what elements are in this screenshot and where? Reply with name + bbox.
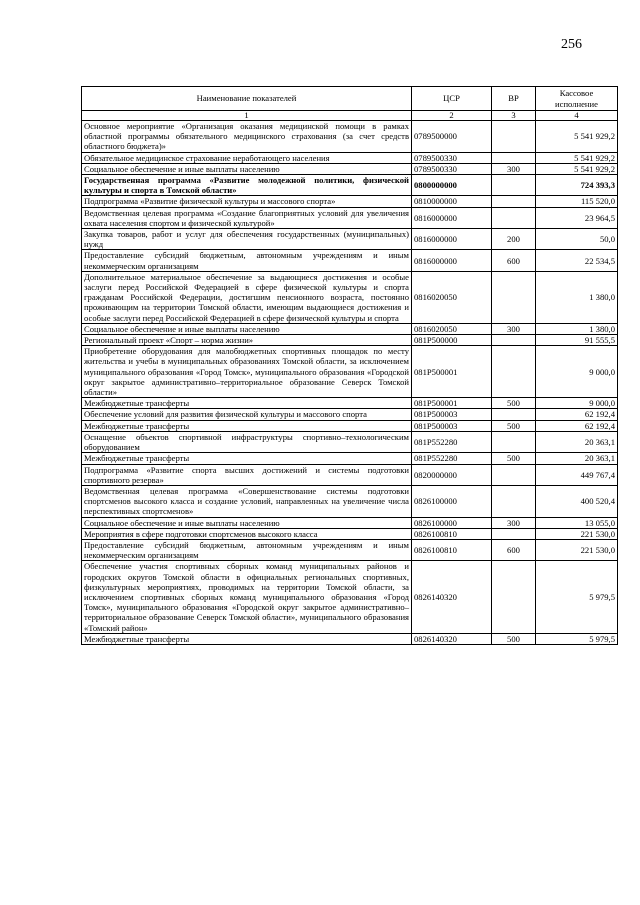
row-name: Социальное обеспечение и иные выплаты населению — [82, 517, 412, 528]
row-name: Социальное обеспечение и иные выплаты населению — [82, 323, 412, 334]
row-vr — [492, 485, 536, 517]
table-row — [82, 250, 618, 271]
row-name: Дополнительное материальное обеспечение за выдающиеся достижения и особые заслуги перед Российской Федерацией в сфере физической культуры и спорта гражданам Российской Федерации, достигшим пенсионного возраста, постоянно проживающим на территории Томской области, имеющим выдающиеся достижения и особые заслуги перед Российской Федерацией в сфере физической культуры и спорта — [82, 271, 412, 323]
header-sum: Кассовое исполнение — [536, 87, 618, 111]
row-csr: 081P500000 — [412, 335, 492, 346]
row-vr: 500 — [492, 398, 536, 409]
row-vr — [492, 528, 536, 539]
row-csr: 0820000000 — [412, 464, 492, 485]
row-name: Межбюджетные трансферты — [82, 420, 412, 431]
row-name: Предоставление субсидий бюджетным, автономным учреждениям и иным некоммерческим организациям — [82, 250, 412, 271]
row-name: Государственная программа «Развитие молодежной политики, физической культуры и спорта в Томской области» — [82, 175, 412, 196]
row-csr: 0826100000 — [412, 485, 492, 517]
row-csr: 0816000000 — [412, 207, 492, 228]
row-csr: 0789500330 — [412, 152, 492, 163]
row-sum: 20 363,1 — [536, 431, 618, 452]
table-body — [82, 121, 618, 645]
row-name: Обязательное медицинское страхование неработающего населения — [82, 152, 412, 163]
table-row — [82, 196, 618, 207]
row-vr — [492, 196, 536, 207]
row-csr: 081P552280 — [412, 453, 492, 464]
column-number-row — [82, 111, 618, 121]
row-csr: 0816000000 — [412, 250, 492, 271]
row-sum: 23 964,5 — [536, 207, 618, 228]
row-csr: 0789500330 — [412, 163, 492, 174]
page-number: 256 — [561, 37, 582, 52]
row-name: Подпрограмма «Развитие спорта высших достижений и системы подготовки спортивного резерва» — [82, 464, 412, 485]
header-vr: ВР — [492, 87, 536, 111]
row-name: Мероприятия в сфере подготовки спортсменов высокого класса — [82, 528, 412, 539]
row-name: Ведомственная целевая программа «Совершенствование системы подготовки спортсменов высокого класса и создание условий, направленных на увеличение числа перспективных спортсменов» — [82, 485, 412, 517]
header-csr: ЦСР — [412, 87, 492, 111]
row-name: Обеспечение условий для развития физической культуры и массового спорта — [82, 409, 412, 420]
row-sum: 9 000,0 — [536, 346, 618, 398]
row-name: Предоставление субсидий бюджетным, автономным учреждениям и иным некоммерческим организациям — [82, 539, 412, 560]
row-vr — [492, 152, 536, 163]
row-vr — [492, 561, 536, 633]
row-sum: 449 767,4 — [536, 464, 618, 485]
table-row — [82, 271, 618, 323]
table-row — [82, 152, 618, 163]
row-name: Основное мероприятие «Организация оказания медицинской помощи в рамках областной программы обязательного медицинского страхования (за счет средств областного бюджета)» — [82, 121, 412, 153]
row-sum: 115 520,0 — [536, 196, 618, 207]
table-row — [82, 517, 618, 528]
row-csr: 0800000000 — [412, 175, 492, 196]
row-vr: 300 — [492, 323, 536, 334]
table-row — [82, 431, 618, 452]
row-csr: 0826140320 — [412, 561, 492, 633]
row-vr: 200 — [492, 229, 536, 250]
table-row — [82, 229, 618, 250]
row-csr: 081P500001 — [412, 398, 492, 409]
row-csr: 0826140320 — [412, 633, 492, 644]
row-sum: 62 192,4 — [536, 409, 618, 420]
table-row — [82, 335, 618, 346]
table-row — [82, 464, 618, 485]
row-sum: 91 555,5 — [536, 335, 618, 346]
table-row — [82, 163, 618, 174]
row-sum: 5 979,5 — [536, 561, 618, 633]
row-sum: 5 541 929,2 — [536, 121, 618, 153]
row-name: Обеспечение участия спортивных сборных команд муниципальных районов и городских округов Томской области в официальных региональных спортивных, физкультурных мероприятиях, проводимых на территории Томской области, за исключением спортивных сборных команд муниципального образования «Город Томск», муниципального образования «Городской округ закрытое административно–территориальное образование Северск Томской области», муниципального образования «Томский район» — [82, 561, 412, 633]
row-vr — [492, 409, 536, 420]
row-sum: 5 979,5 — [536, 633, 618, 644]
row-csr: 0826100000 — [412, 517, 492, 528]
row-sum: 13 055,0 — [536, 517, 618, 528]
row-vr: 500 — [492, 453, 536, 464]
row-sum: 1 380,0 — [536, 271, 618, 323]
table-row — [82, 420, 618, 431]
table-header-row — [82, 87, 618, 111]
row-name: Межбюджетные трансферты — [82, 633, 412, 644]
header-name: Наименование показателей — [82, 87, 412, 111]
row-name: Межбюджетные трансферты — [82, 453, 412, 464]
row-sum: 221 530,0 — [536, 539, 618, 560]
row-sum: 50,0 — [536, 229, 618, 250]
row-csr: 081P552280 — [412, 431, 492, 452]
table-row — [82, 346, 618, 398]
table-row — [82, 175, 618, 196]
table-row — [82, 485, 618, 517]
row-sum: 400 520,4 — [536, 485, 618, 517]
row-sum: 22 534,5 — [536, 250, 618, 271]
table-row — [82, 539, 618, 560]
row-vr: 600 — [492, 539, 536, 560]
row-vr — [492, 431, 536, 452]
row-name: Приобретение оборудования для малобюджетных спортивных площадок по месту жительства и учебы в муниципальных образованиях Томской области, за исключением муниципального образования «Город Томск», муниципального образования «Городской округ закрытое административно–территориальное образование Северск Томской области» — [82, 346, 412, 398]
row-vr — [492, 346, 536, 398]
row-csr: 0816000000 — [412, 229, 492, 250]
row-vr: 300 — [492, 163, 536, 174]
row-vr — [492, 121, 536, 153]
column-number: 3 — [492, 111, 536, 121]
column-number: 4 — [536, 111, 618, 121]
row-sum: 20 363,1 — [536, 453, 618, 464]
table-row — [82, 398, 618, 409]
row-vr — [492, 175, 536, 196]
row-csr: 0816020050 — [412, 323, 492, 334]
row-name: Оснащение объектов спортивной инфраструктуры спортивно–технологическим оборудованием — [82, 431, 412, 452]
row-csr: 0826100810 — [412, 528, 492, 539]
row-csr: 081P500003 — [412, 420, 492, 431]
row-name: Социальное обеспечение и иные выплаты населению — [82, 163, 412, 174]
table-row — [82, 121, 618, 153]
row-name: Межбюджетные трансферты — [82, 398, 412, 409]
row-name: Ведомственная целевая программа «Создание благоприятных условий для увеличения охвата населения спортом и физической культурой» — [82, 207, 412, 228]
row-sum: 724 393,3 — [536, 175, 618, 196]
row-vr: 600 — [492, 250, 536, 271]
row-vr — [492, 464, 536, 485]
row-csr: 081P500003 — [412, 409, 492, 420]
row-csr: 0816020050 — [412, 271, 492, 323]
row-vr — [492, 271, 536, 323]
row-sum: 221 530,0 — [536, 528, 618, 539]
column-number: 2 — [412, 111, 492, 121]
row-vr: 500 — [492, 633, 536, 644]
row-sum: 9 000,0 — [536, 398, 618, 409]
table-row — [82, 561, 618, 633]
budget-table — [81, 86, 618, 645]
table-row — [82, 453, 618, 464]
table-row — [82, 528, 618, 539]
row-name: Подпрограмма «Развитие физической культуры и массового спорта» — [82, 196, 412, 207]
row-sum: 5 541 929,2 — [536, 163, 618, 174]
table-row — [82, 409, 618, 420]
table-row — [82, 323, 618, 334]
row-vr — [492, 207, 536, 228]
table-row — [82, 633, 618, 644]
row-vr — [492, 335, 536, 346]
table-row — [82, 207, 618, 228]
row-sum: 62 192,4 — [536, 420, 618, 431]
row-name: Региональный проект «Спорт – норма жизни» — [82, 335, 412, 346]
row-sum: 1 380,0 — [536, 323, 618, 334]
row-sum: 5 541 929,2 — [536, 152, 618, 163]
row-name: Закупка товаров, работ и услуг для обеспечения государственных (муниципальных) нужд — [82, 229, 412, 250]
row-csr: 0789500000 — [412, 121, 492, 153]
row-vr: 300 — [492, 517, 536, 528]
column-number: 1 — [82, 111, 412, 121]
row-vr: 500 — [492, 420, 536, 431]
row-csr: 0810000000 — [412, 196, 492, 207]
row-csr: 081P500001 — [412, 346, 492, 398]
row-csr: 0826100810 — [412, 539, 492, 560]
